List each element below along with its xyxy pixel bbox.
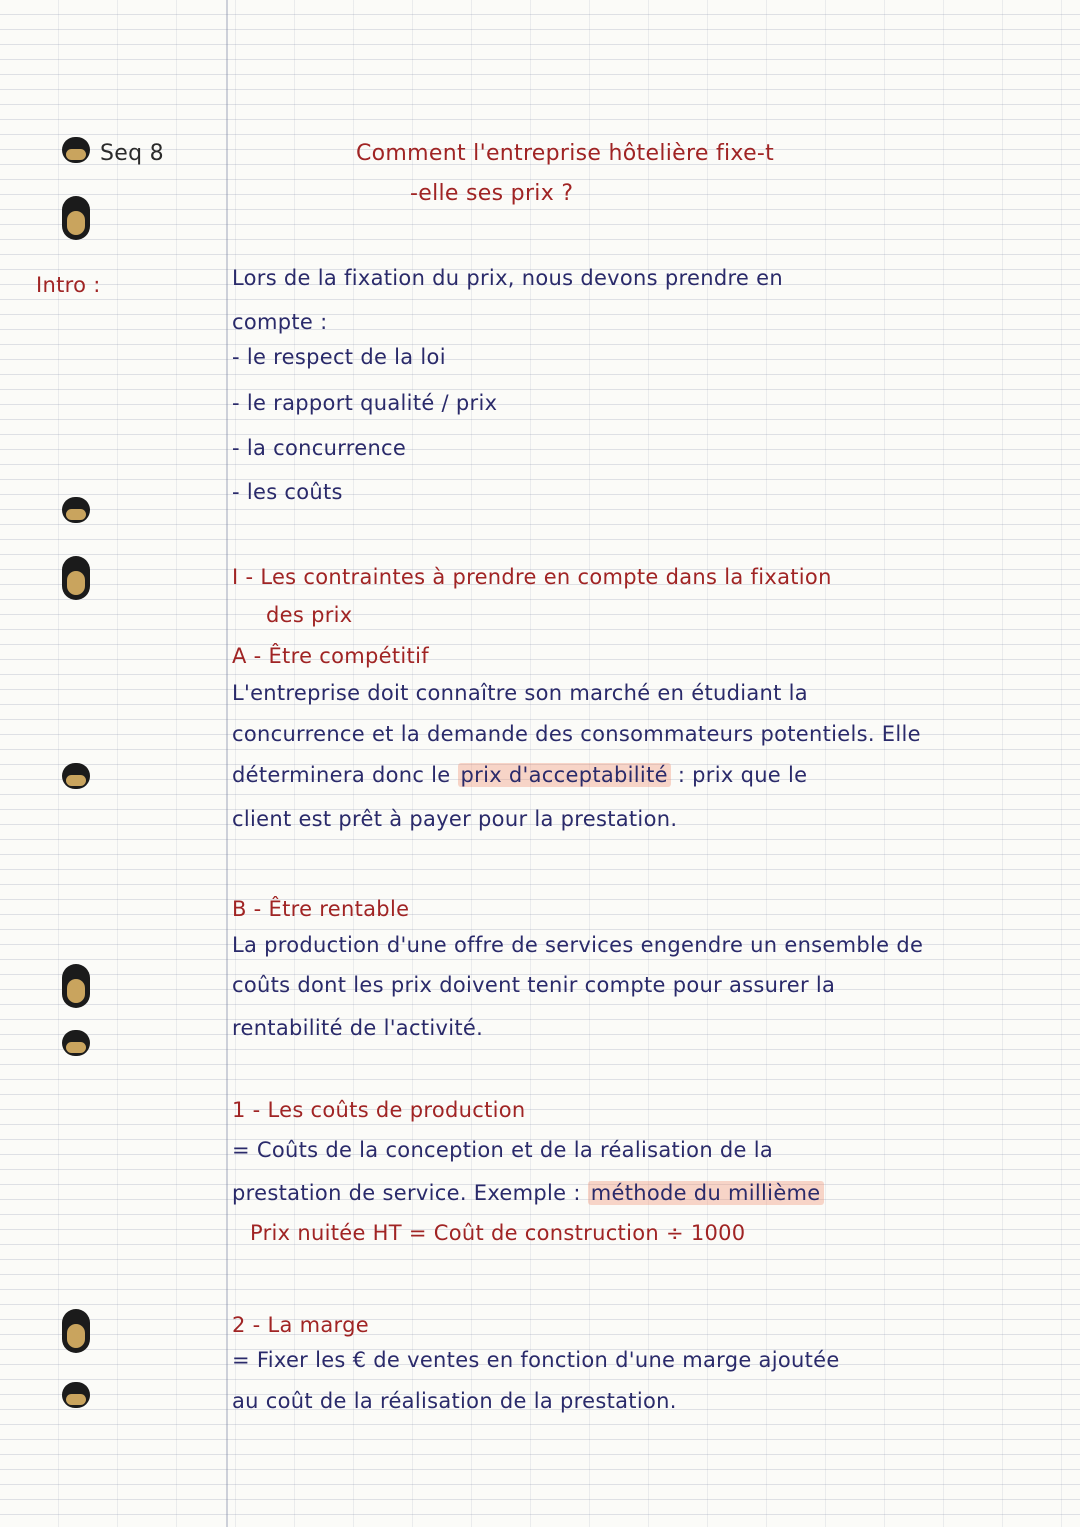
binder-hole — [62, 556, 90, 600]
subsection-b-title: B - Être rentable — [232, 897, 410, 921]
page-title-line2: -elle ses prix ? — [410, 181, 574, 206]
page-title-line1: Comment l'entreprise hôtelière fixe-t — [356, 141, 775, 166]
paragraph-line: L'entreprise doit connaître son marché en étudiant la — [232, 681, 808, 705]
highlighted-term: méthode du millième — [588, 1181, 824, 1205]
paragraph-line: au coût de la réalisation de la prestation. — [232, 1389, 677, 1413]
text-run: : prix que le — [677, 763, 808, 787]
highlighted-term: prix d'acceptabilité — [458, 763, 671, 787]
sequence-number: Seq 8 — [100, 141, 164, 166]
binder-hole — [62, 763, 90, 789]
paragraph-line: concurrence et la demande des consommateurs potentiels. Elle — [232, 722, 921, 746]
binder-hole — [62, 1382, 90, 1408]
paragraph-line: La production d'une offre de services engendre un ensemble de — [232, 933, 924, 957]
text-run: déterminera donc le — [232, 763, 451, 787]
subsection-2-title: 2 - La marge — [232, 1313, 369, 1337]
binder-hole — [62, 1030, 90, 1056]
binder-hole — [62, 196, 90, 240]
text-run: prestation de service. Exemple : — [232, 1181, 581, 1205]
section-title-line2: des prix — [266, 603, 353, 627]
intro-list-item: - la concurrence — [232, 436, 407, 460]
binder-hole — [62, 497, 90, 523]
subsection-a-title: A - Être compétitif — [232, 644, 429, 668]
paragraph-line — [232, 1181, 824, 1205]
paragraph-line: rentabilité de l'activité. — [232, 1016, 484, 1040]
intro-text-line: Lors de la fixation du prix, nous devons prendre en — [232, 266, 783, 290]
section-title-line1: I - Les contraintes à prendre en compte dans la fixation — [232, 565, 832, 589]
intro-label: Intro : — [36, 273, 101, 297]
binder-hole — [62, 1309, 90, 1353]
formula: Prix nuitée HT = Coût de construction ÷ 1000 — [250, 1221, 746, 1245]
intro-list-item: - le respect de la loi — [232, 345, 446, 369]
binder-hole — [62, 137, 90, 163]
intro-text-line: compte : — [232, 310, 328, 334]
margin-line — [226, 0, 228, 1527]
intro-list-item: - les coûts — [232, 480, 343, 504]
paragraph-line: = Coûts de la conception et de la réalisation de la — [232, 1138, 774, 1162]
paragraph-line — [232, 763, 807, 787]
paragraph-line: client est prêt à payer pour la prestation. — [232, 807, 678, 831]
binder-hole — [62, 964, 90, 1008]
subsection-1-title: 1 - Les coûts de production — [232, 1098, 526, 1122]
paragraph-line: = Fixer les € de ventes en fonction d'une marge ajoutée — [232, 1348, 840, 1372]
intro-list-item: - le rapport qualité / prix — [232, 391, 498, 415]
paragraph-line: coûts dont les prix doivent tenir compte pour assurer la — [232, 973, 836, 997]
